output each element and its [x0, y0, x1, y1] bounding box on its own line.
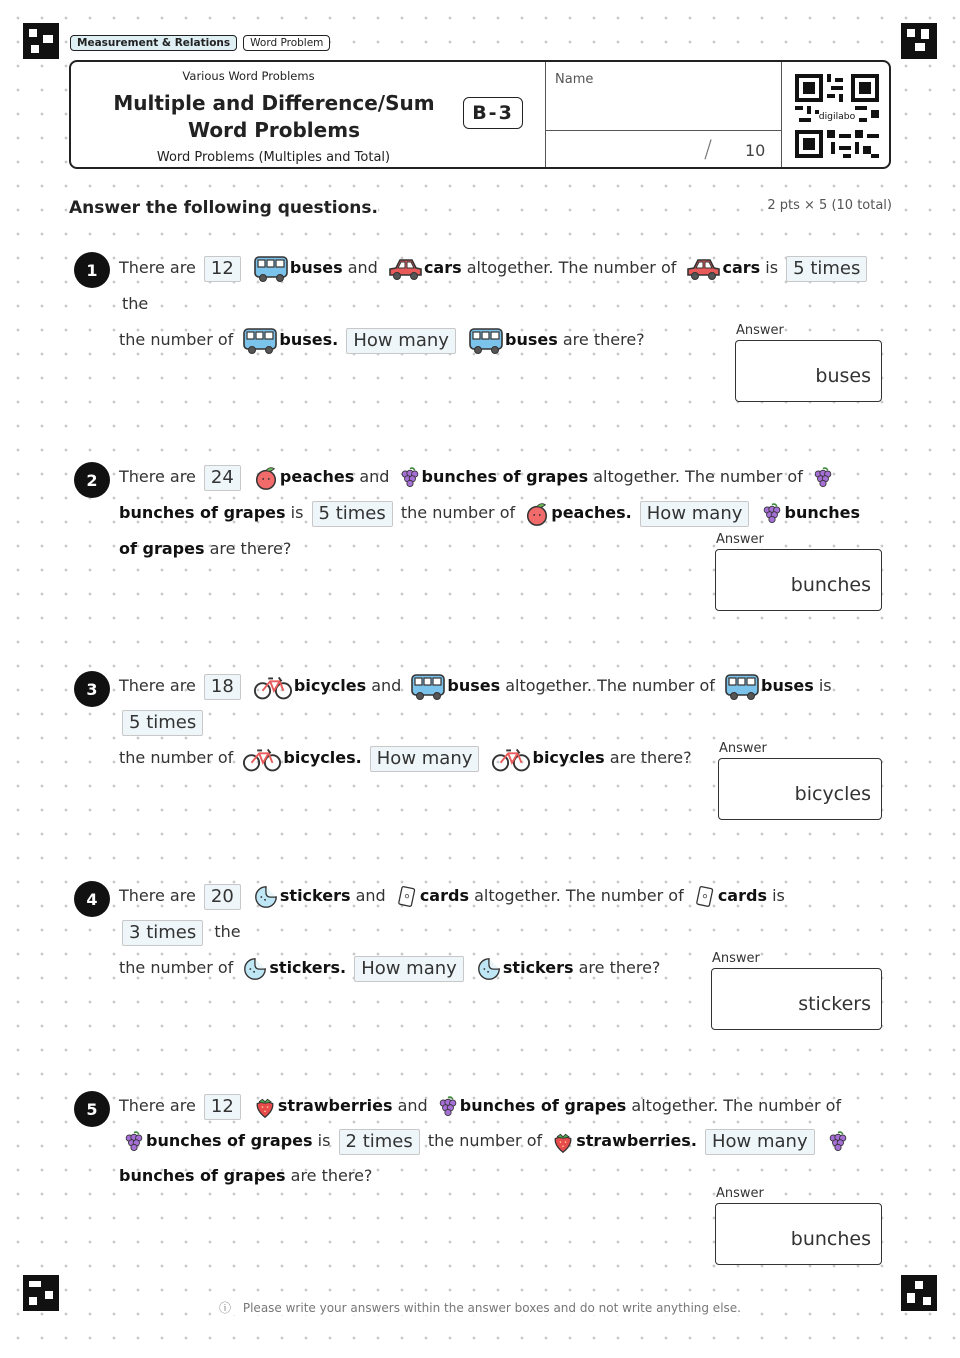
question-text: There are 12 strawberries and bunches of grapes altogether. The number of bunches of grapes is 2 times the number of strawberries. How many bunches of grapes are there?	[119, 1088, 871, 1193]
sticker-icon	[476, 956, 502, 982]
grapes-icon	[399, 465, 421, 491]
name-label: Name	[555, 72, 594, 87]
how-many-box: How many	[346, 328, 456, 354]
answer-box[interactable]	[718, 758, 882, 820]
worksheet-header	[69, 60, 891, 169]
bus-icon	[242, 327, 278, 355]
answer-unit: buses	[815, 365, 871, 387]
sticker-icon	[242, 956, 268, 982]
corner-marker-top-left	[23, 23, 59, 59]
how-many-box: How many	[354, 956, 464, 982]
how-many-box: How many	[705, 1129, 815, 1155]
answer-unit: bunches	[790, 574, 871, 596]
bus-icon	[410, 673, 446, 701]
qr-label: digilabo	[818, 111, 856, 123]
total-box: 24	[204, 465, 241, 491]
total-box: 12	[204, 256, 241, 282]
qr-panel	[782, 62, 889, 167]
card-icon	[395, 883, 419, 911]
answer-unit: bunches	[790, 1228, 871, 1250]
answer-unit: bicycles	[794, 783, 871, 805]
how-many-box: How many	[640, 501, 750, 527]
question-number: 5	[74, 1091, 110, 1127]
title-panel	[71, 62, 546, 167]
bus-icon	[468, 327, 504, 355]
name-field[interactable]	[546, 62, 781, 131]
grapes-icon	[761, 501, 783, 527]
bus-icon	[253, 255, 289, 283]
grapes-icon	[123, 1129, 145, 1155]
points-info: 2 pts × 5 (10 total)	[767, 198, 892, 213]
strawberry-icon	[551, 1128, 575, 1156]
question-number: 3	[74, 671, 110, 707]
qr-code-icon	[795, 74, 879, 158]
answer-box[interactable]	[715, 1203, 882, 1265]
total-box: 20	[204, 884, 241, 910]
question-text: There are 18 bicycles and buses altogether. The number of buses is 5 times the number of bicycles. How many bicycles are there?	[119, 668, 871, 776]
score-total: 10	[745, 141, 766, 160]
name-score-panel	[546, 62, 782, 167]
total-box: 18	[204, 674, 241, 700]
answer-label: Answer	[719, 741, 767, 756]
answer-box[interactable]	[715, 549, 882, 611]
card-icon	[693, 883, 717, 911]
question-text: There are 20 stickers and cards altogether. The number of cards is 3 times the the number of stickers. How many stickers are there?	[119, 878, 871, 986]
multiple-box: 3 times	[122, 920, 203, 946]
question-number: 4	[74, 881, 110, 917]
info-icon: ⓘ	[215, 1301, 235, 1315]
grapes-icon	[827, 1129, 849, 1155]
score-field[interactable]	[546, 131, 781, 167]
worksheet-code-badge: B-3	[463, 97, 523, 129]
worksheet-caption: Word Problems (Multiples and Total)	[156, 150, 391, 165]
tag-row	[70, 35, 330, 51]
instructions: Answer the following questions.	[69, 198, 378, 218]
category-tag: Measurement & Relations	[70, 35, 237, 51]
answer-unit: stickers	[798, 993, 871, 1015]
multiple-box: 2 times	[339, 1129, 420, 1155]
multiple-box: 5 times	[312, 501, 393, 527]
bicycle-icon	[491, 745, 531, 773]
answer-label: Answer	[716, 1186, 764, 1201]
bicycle-icon	[253, 673, 293, 701]
answer-box[interactable]	[735, 340, 882, 402]
question-text: There are 24 peaches and bunches of grapes altogether. The number of bunches of grapes is 5 times the number of peaches. How many bunches of grapes are there?	[119, 466, 860, 558]
strawberry-icon	[253, 1093, 277, 1121]
bicycle-icon	[242, 745, 282, 773]
total-box: 12	[204, 1094, 241, 1120]
footer-note	[0, 1299, 960, 1316]
worksheet-subtitle: Various Word Problems	[182, 69, 315, 83]
sticker-icon	[253, 884, 279, 910]
type-tag: Word Problem	[243, 35, 330, 51]
worksheet-title: Multiple and Difference/Sum Word Problems	[113, 91, 435, 142]
grapes-icon	[812, 465, 834, 491]
peach-icon	[524, 501, 550, 527]
question-text: There are 12 buses and cars altogether. The number of cars is 5 times the the number of buses. How many buses are there?	[119, 250, 871, 358]
corner-marker-top-right	[901, 23, 937, 59]
how-many-box: How many	[370, 746, 480, 772]
peach-icon	[253, 465, 279, 491]
multiple-box: 5 times	[786, 256, 867, 282]
grapes-icon	[437, 1094, 459, 1120]
answer-box[interactable]	[711, 968, 882, 1030]
question-number: 1	[74, 252, 110, 288]
answer-label: Answer	[716, 532, 764, 547]
footer-text: Please write your answers within the answer boxes and do not write anything else.	[239, 1301, 745, 1315]
bus-icon	[724, 673, 760, 701]
multiple-box: 5 times	[122, 710, 203, 736]
answer-label: Answer	[736, 323, 784, 338]
answer-label: Answer	[712, 951, 760, 966]
car-icon	[387, 255, 423, 283]
car-icon	[685, 255, 721, 283]
question-number: 2	[74, 462, 110, 498]
score-slash: /	[704, 135, 713, 163]
